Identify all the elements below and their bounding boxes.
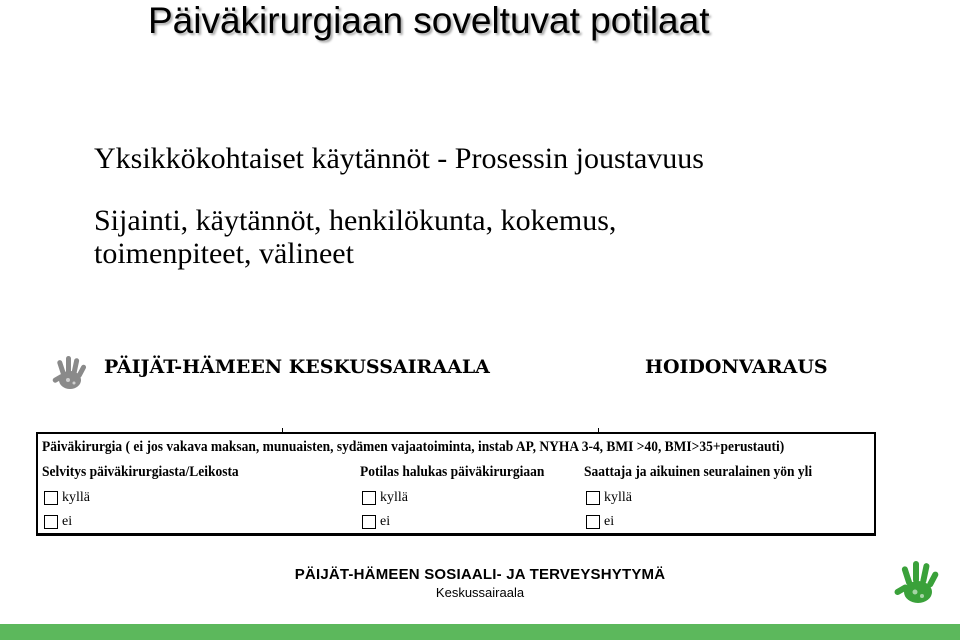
checkbox-no[interactable] bbox=[362, 514, 390, 530]
checkbox-label: ei bbox=[604, 514, 615, 529]
checkbox-icon[interactable] bbox=[362, 491, 376, 505]
column-header: Selvitys päiväkirurgiasta/Leikosta bbox=[42, 464, 239, 480]
checkbox-label: kyllä bbox=[62, 490, 90, 505]
checkbox-icon[interactable] bbox=[362, 515, 376, 529]
checkbox-icon[interactable] bbox=[586, 491, 600, 505]
checkbox-icon[interactable] bbox=[586, 515, 600, 529]
checkbox-yes[interactable] bbox=[44, 490, 90, 506]
form-tick bbox=[598, 428, 599, 434]
footer-accent-bar bbox=[0, 624, 960, 640]
criteria-row: Päiväkirurgia ( ei jos vakava maksan, munuaisten, sydämen vajaatoiminta, instab AP, NYHA 3-4, BMI >40, BMI>35+perustauti) bbox=[42, 439, 785, 455]
bullet-line-2a: Sijainti, käytännöt, henkilökunta, kokemus, bbox=[94, 204, 617, 237]
checkbox-yes[interactable] bbox=[586, 490, 632, 506]
checkbox-label: ei bbox=[62, 514, 73, 529]
footer-unit: Keskussairaala bbox=[435, 585, 525, 600]
bullet-line-2b: toimenpiteet, välineet bbox=[94, 237, 354, 270]
slide-title: Päiväkirurgiaan soveltuvat potilaat bbox=[148, 0, 710, 41]
checkbox-label: kyllä bbox=[380, 490, 408, 505]
checkbox-no[interactable] bbox=[44, 514, 72, 530]
footer bbox=[0, 566, 960, 600]
hospital-name: PÄIJÄT-HÄMEEN KESKUSSAIRAALA bbox=[104, 356, 490, 378]
column-header: Potilas halukas päiväkirurgiaan bbox=[360, 464, 545, 480]
checkbox-label: kyllä bbox=[604, 490, 632, 505]
checkbox-no[interactable] bbox=[586, 514, 614, 530]
document-title: HOIDONVARAUS bbox=[645, 356, 828, 378]
checkbox-icon[interactable] bbox=[44, 515, 58, 529]
bullet-line-2 bbox=[94, 204, 714, 270]
checkbox-yes[interactable] bbox=[362, 490, 408, 506]
hand-logo-icon bbox=[890, 556, 946, 612]
bullet-line-1: Yksikkökohtaiset käytännöt - Prosessin joustavuus bbox=[94, 142, 704, 175]
footer-organization: PÄIJÄT-HÄMEEN SOSIAALI- JA TERVEYSHYTYMÄ bbox=[294, 566, 666, 583]
checkbox-icon[interactable] bbox=[44, 491, 58, 505]
form-excerpt bbox=[36, 432, 876, 536]
hand-logo-icon bbox=[48, 352, 92, 396]
column-header: Saattaja ja aikuinen seuralainen yön yli bbox=[584, 464, 813, 480]
checkbox-label: ei bbox=[380, 514, 391, 529]
form-tick bbox=[282, 428, 283, 434]
